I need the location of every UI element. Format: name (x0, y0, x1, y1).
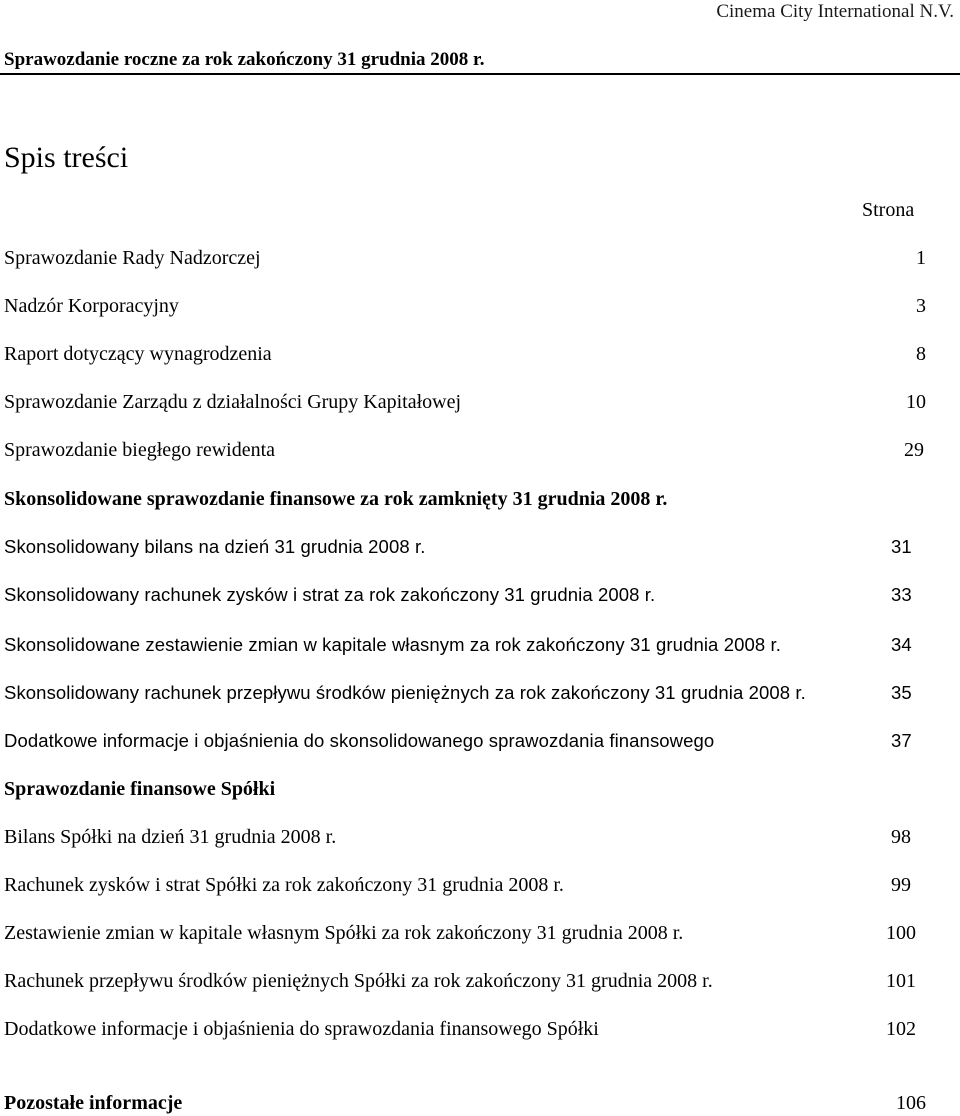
toc-entry-page: 37 (891, 730, 912, 751)
toc-entry-label: Sprawozdanie finansowe Spółki (4, 778, 276, 800)
toc-entry[interactable] (4, 1016, 926, 1042)
toc-entry-page: 102 (886, 1018, 916, 1040)
toc-section-heading[interactable] (4, 776, 926, 802)
toc-entry-page: 8 (916, 343, 926, 365)
toc-entry-label: Raport dotyczący wynagrodzenia (4, 343, 272, 365)
toc-entry-page: 34 (891, 634, 912, 655)
toc-entry[interactable] (4, 245, 926, 271)
toc-entry-label: Pozostałe informacje (4, 1092, 183, 1114)
toc-entry[interactable] (4, 872, 926, 898)
toc-entry-label: Skonsolidowane zestawienie zmian w kapitale własnym za rok zakończony 31 grudnia 2008 r. (4, 634, 781, 655)
toc-entry[interactable] (4, 680, 926, 706)
toc-entry-label: Rachunek przepływu środków pieniężnych Spółki za rok zakończony 31 grudnia 2008 r. (4, 970, 713, 992)
toc-entry-label: Skonsolidowany rachunek zysków i strat za rok zakończony 31 grudnia 2008 r. (4, 584, 656, 605)
toc-entry-page: 29 (904, 439, 924, 461)
toc-entry-page: 99 (891, 874, 911, 896)
toc-entry-page: 98 (891, 826, 911, 848)
toc-heading: Spis treści (4, 141, 129, 174)
toc-entry-label: Skonsolidowany rachunek przepływu środków pieniężnych za rok zakończony 31 grudnia 2008 r. (4, 682, 806, 703)
toc-entry-page: 3 (916, 295, 926, 317)
toc-entry-label: Dodatkowe informacje i objaśnienia do sprawozdania finansowego Spółki (4, 1018, 599, 1040)
toc-entry-label: Nadzór Korporacyjny (4, 295, 179, 317)
toc-entry[interactable] (4, 824, 926, 850)
toc-entry[interactable] (4, 389, 926, 415)
toc-entry-label: Dodatkowe informacje i objaśnienia do skonsolidowanego sprawozdania finansowego (4, 730, 715, 751)
toc-entry[interactable] (4, 341, 926, 367)
report-title: Sprawozdanie roczne za rok zakończony 31 grudnia 2008 r. (4, 49, 485, 70)
page-column-label: Strona (862, 199, 915, 221)
toc-entry[interactable] (4, 437, 926, 463)
toc-entry-label: Skonsolidowany bilans na dzień 31 grudnia 2008 r. (4, 536, 426, 557)
toc-entry-page: 31 (891, 536, 912, 557)
toc-entry-label: Sprawozdanie biegłego rewidenta (4, 439, 276, 461)
toc-entry-label: Bilans Spółki na dzień 31 grudnia 2008 r. (4, 826, 337, 848)
toc-entry-page: 100 (886, 922, 916, 944)
toc-entry[interactable] (4, 534, 926, 560)
toc-entry-label: Sprawozdanie Rady Nadzorczej (4, 247, 261, 269)
toc-entry-page: 33 (891, 584, 912, 605)
toc-entry[interactable] (4, 582, 926, 608)
toc-entry-page: 1 (916, 247, 926, 269)
toc-entry[interactable] (4, 968, 926, 994)
company-name: Cinema City International N.V. (716, 1, 954, 22)
toc-entry[interactable] (4, 293, 926, 319)
toc-entry-label: Rachunek zysków i strat Spółki za rok zakończony 31 grudnia 2008 r. (4, 874, 564, 896)
toc-entry-label: Skonsolidowane sprawozdanie finansowe za rok zamknięty 31 grudnia 2008 r. (4, 488, 668, 510)
toc-entry[interactable] (4, 728, 926, 754)
toc-entry[interactable] (4, 632, 926, 658)
toc-section-heading[interactable] (4, 486, 926, 512)
toc-entry-page: 106 (896, 1092, 926, 1114)
toc-entry-page: 101 (886, 970, 916, 992)
toc-entry[interactable] (4, 1090, 926, 1116)
toc-entry-label: Sprawozdanie Zarządu z działalności Grupy Kapitałowej (4, 391, 462, 413)
toc-entry-label: Zestawienie zmian w kapitale własnym Spółki za rok zakończony 31 grudnia 2008 r. (4, 922, 684, 944)
header-divider (0, 73, 960, 75)
toc-entry[interactable] (4, 920, 926, 946)
toc-entry-page: 10 (906, 391, 926, 413)
toc-entry-page: 35 (891, 682, 912, 703)
